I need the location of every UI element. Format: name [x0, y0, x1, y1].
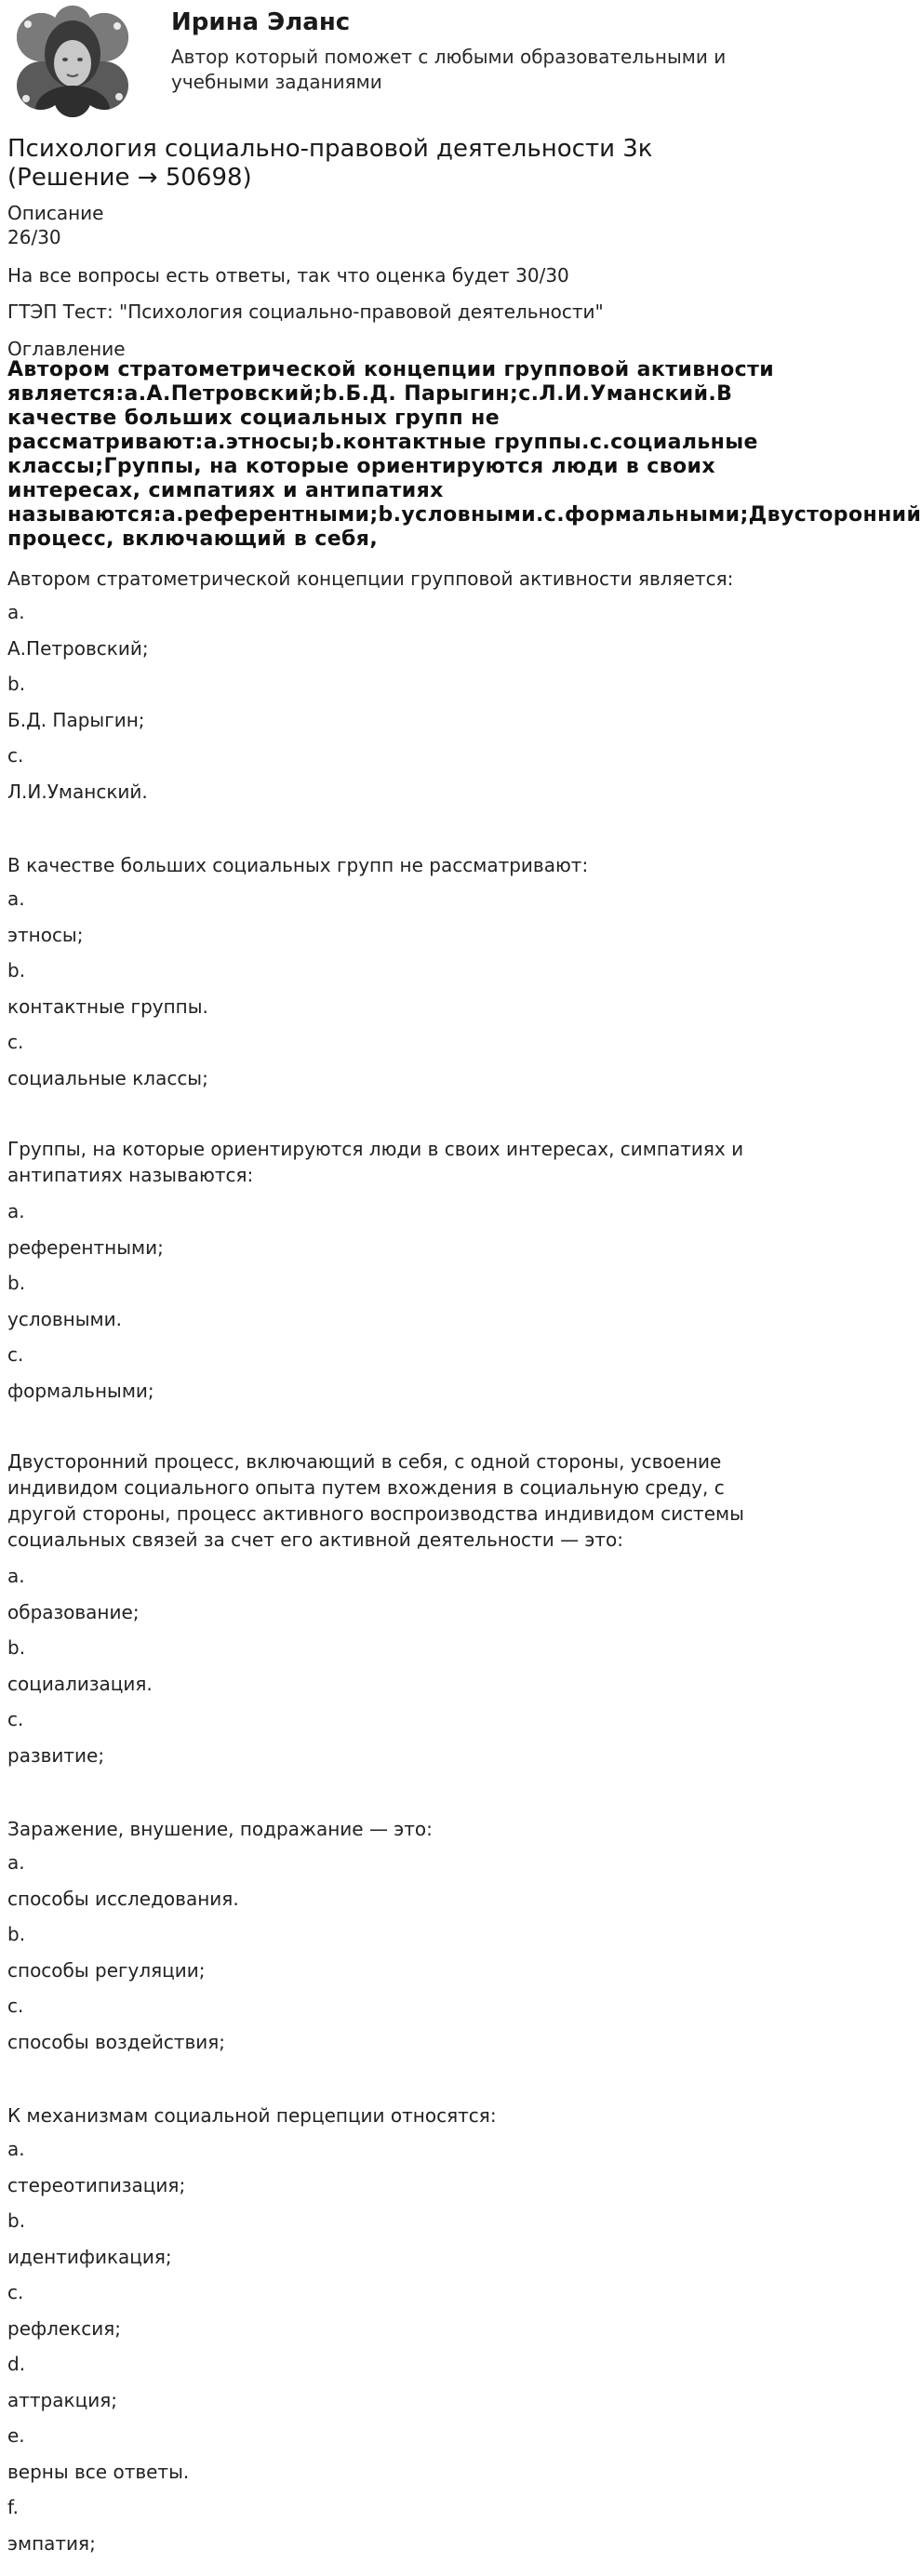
answer-letter: d. — [7, 2353, 26, 2375]
toc-line: качестве больших социальных групп не — [7, 407, 501, 430]
answer-option: развитие; — [7, 1744, 105, 1767]
table-of-contents — [7, 358, 921, 552]
answer-letter: c. — [7, 1708, 24, 1730]
answer-option: эмпатия; — [7, 2532, 96, 2555]
answer-letter: c. — [7, 1995, 24, 2017]
question-text: Двусторонний процесс, включающий в себя, с одной стороны, усвоение индивидом социального опыта путем вхождения в социальную среду, с другой стороны, процесс активного воспроизводства индивидом системы социальных связей за счет его активной деятельности — это: — [7, 1450, 744, 1551]
answer-letter: b. — [7, 673, 26, 695]
answer-option: способы регуляции; — [7, 1959, 206, 1982]
answer-letter: a. — [7, 2138, 25, 2160]
answer-option: этносы; — [7, 924, 84, 946]
answer-option: образование; — [7, 1601, 140, 1623]
answer-option: стереотипизация; — [7, 2174, 186, 2196]
answer-letter: a. — [7, 888, 25, 910]
question-text: Группы, на которые ориентируются люди в своих интересах, симпатиях и антипатиях называются: — [7, 1138, 744, 1186]
toc-line: процесс, включающий в себя, — [7, 527, 379, 551]
answer-option: аттракция; — [7, 2389, 117, 2411]
answer-option: социальные классы; — [7, 1067, 208, 1089]
question-text: Заражение, внушение, подражание — это: — [7, 1818, 433, 1840]
author-name[interactable]: Ирина Эланс — [171, 8, 351, 36]
question-text: В качестве больших социальных групп не рассматривают: — [7, 854, 589, 876]
answer-option: рефлексия; — [7, 2317, 122, 2340]
question-text: Автором стратометрической концепции групповой активности является: — [7, 567, 734, 590]
answer-option: контактные группы. — [7, 995, 208, 1018]
description-label: Описание — [7, 202, 104, 224]
answer-letter: b. — [7, 2209, 26, 2232]
question-text: К механизмам социальной перцепции относятся: — [7, 2104, 497, 2127]
answer-option: идентификация; — [7, 2246, 172, 2268]
answer-option: верны все ответы. — [7, 2461, 190, 2483]
score-note: На все вопросы есть ответы, так что оценка будет 30/30 — [7, 264, 569, 287]
answer-option: социализация. — [7, 1673, 153, 1695]
answer-letter: b. — [7, 1636, 26, 1659]
answer-letter: c. — [7, 1343, 24, 1366]
toc-label: Оглавление — [7, 338, 126, 360]
score-value: 26/30 — [7, 226, 61, 248]
answer-letter: b. — [7, 1272, 26, 1294]
answer-letter: c. — [7, 744, 24, 767]
answer-option: формальными; — [7, 1380, 154, 1402]
answer-letter: a. — [7, 1565, 25, 1587]
answer-option: А.Петровский; — [7, 637, 149, 660]
test-name: ГТЭП Тест: "Психология социально-правовой деятельности" — [7, 300, 604, 323]
answer-letter: a. — [7, 601, 25, 623]
answer-letter: c. — [7, 2281, 24, 2303]
answer-option: условными. — [7, 1308, 122, 1330]
answer-letter: f. — [7, 2496, 19, 2518]
toc-line: Автором стратометрической концепции групповой активности — [7, 358, 775, 381]
answer-letter: a. — [7, 1851, 25, 1874]
answer-option: способы исследования. — [7, 1888, 239, 1910]
answer-option: способы воздействия; — [7, 2031, 226, 2053]
answer-letter: b. — [7, 1923, 26, 1945]
answer-letter: e. — [7, 2424, 25, 2447]
toc-line: называются:a.референтными;b.условными.c.формальными;Двусторонний — [7, 503, 921, 527]
document-title: Психология социально-правовой деятельности 3к (Решение → 50698) — [7, 135, 653, 192]
author-avatar-icon[interactable] — [7, 6, 138, 117]
author-description: Автор который поможет с любыми образовательными и учебными заданиями — [171, 46, 727, 93]
answer-letter: a. — [7, 1200, 25, 1222]
toc-line: рассматривают:a.этносы;b.контактные группы.c.социальные — [7, 431, 758, 454]
toc-line: классы;Группы, на которые ориентируются люди в своих — [7, 455, 715, 478]
answer-option: Б.Д. Парыгин; — [7, 709, 145, 731]
answer-letter: b. — [7, 959, 26, 981]
answer-letter: c. — [7, 1031, 24, 1053]
toc-line: интересах, симпатиях и антипатиях — [7, 479, 444, 502]
toc-line: является:a.А.Петровский;b.Б.Д. Парыгин;c.Л.И.Уманский.В — [7, 382, 733, 406]
author-header — [0, 0, 788, 126]
answer-option: Л.И.Уманский. — [7, 781, 148, 803]
answer-option: референтными; — [7, 1236, 164, 1259]
